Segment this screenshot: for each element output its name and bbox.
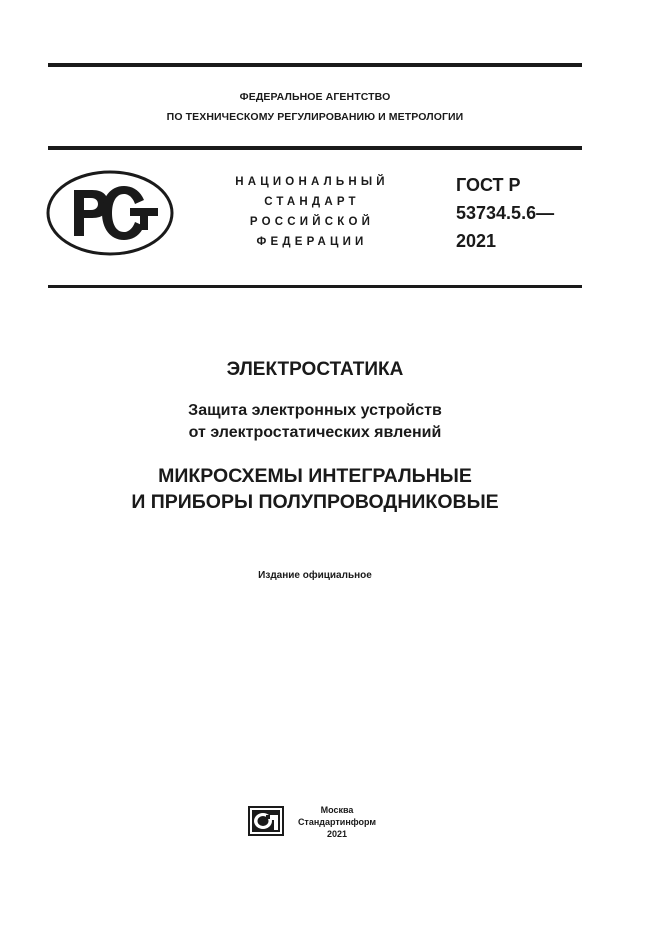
publisher-info: [292, 804, 382, 840]
gost-line: 53734.5.6—: [456, 203, 555, 223]
publisher-year: 2021: [326, 829, 348, 839]
gost-line: 2021: [456, 231, 497, 251]
top-rule: [48, 63, 582, 67]
national-standard-caption: [212, 172, 412, 252]
agency-name-line-1: ФЕДЕРАЛЬНОЕ АГЕНТСТВО: [239, 91, 391, 103]
document-main-title: ЭЛЕКТРОСТАТИКА: [226, 359, 404, 380]
rst-certification-mark-icon: [46, 170, 174, 256]
edition-note: Издание официальное: [258, 570, 372, 581]
topic-line: МИКРОСХЕМЫ ИНТЕГРАЛЬНЫЕ: [158, 465, 472, 487]
topic-line: И ПРИБОРЫ ПОЛУПРОВОДНИКОВЫЕ: [131, 491, 499, 513]
subtitle-line: Защита электронных устройств: [188, 402, 442, 419]
gost-line: ГОСТ Р: [456, 175, 521, 195]
standard-block-rule: [48, 285, 582, 288]
standartinform-icon: [248, 806, 284, 836]
header-rule: [48, 146, 582, 150]
document-topic-title: [48, 463, 582, 515]
subtitle-line: от электростатических явлений: [188, 424, 442, 441]
national-line: СТАНДАРТ: [264, 196, 360, 208]
gost-designation: [456, 171, 554, 255]
national-line: РОССИЙСКОЙ: [249, 216, 375, 228]
publisher-name: Стандартинформ: [297, 817, 377, 827]
national-line: ФЕДЕРАЦИИ: [256, 236, 368, 248]
document-subtitle: [48, 400, 582, 444]
publisher-city: Москва: [320, 805, 354, 815]
agency-name-line-2: ПО ТЕХНИЧЕСКОМУ РЕГУЛИРОВАНИЮ И МЕТРОЛОГИИ: [166, 111, 464, 123]
national-line: НАЦИОНАЛЬНЫЙ: [235, 176, 389, 188]
